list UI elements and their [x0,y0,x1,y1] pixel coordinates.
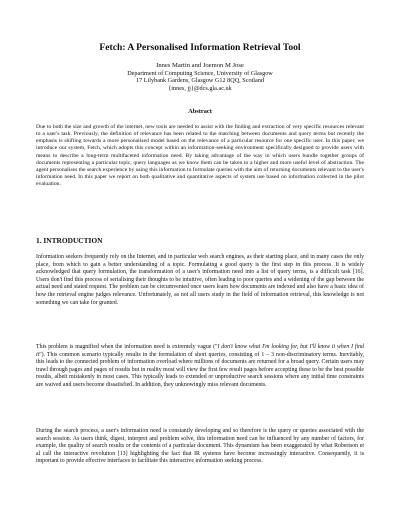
section-heading-introduction: 1. INTRODUCTION [36,236,103,245]
author-block [0,62,400,92]
paragraph-2-quote: I don't know what I'm looking for, but I'll know it when I find it [36,344,364,358]
abstract-heading: Abstract [188,108,212,115]
affiliation: Department of Computing Science, University of Glasgow [127,69,273,77]
abstract-text: Due to both the size and growth of the internet, new tools are needed to assist with the finding and extraction of very specific resources relevant to a user's task. Previously, the definition of relevance has been related to the matching between documents and query terms but recently the emphasis is shifting towards a more personalised model based on the relevance of a particular resource for one specific user. In this paper, we introduce our system, Fetch, which adopts this concept within an information-seeking environment specifically designed to provide users with means to describe a long-term multifaceted information need. By taking advantage of the way in which users bundle together groups of documents representing a particular topic, query languages as we know them can be taken to a higher and more useful level of abstraction. The agent personalises the search experience by using this information to formulate queries with the aim of returning documents relevant to the user's information need. In this paper we report on both qualitative and quantitative aspects of system use based on information collected in the pilot evaluation. [36,124,364,188]
introduction-paragraph-2 [36,344,364,390]
address: 17 Lilybank Gardens, Glasgow G12 8QQ, Scotland [136,77,264,85]
introduction-paragraph-3: During the search process, a user's information need is constantly developing and so therefore is the query or queries associated with the search session. As users think, digest, interpret and problem solve, this information need can be influenced by any number of factors, for example, the quality of search results or the contents of a particular document. This dynamism has been exaggerated by what Robertson et al call the interactive revolution [13] highlighting the fact that IR systems have become increasingly interactive. Consequently, it is important to provide effective interfaces to facilitate this interactive information seeking process. [36,428,364,465]
introduction-paragraph-1: Information seekers frequently rely on the Internet, and in particular web search engines, as their starting place, and in many cases the only place, from which to gain a better understanding of a topic. Formulating a good query is the first step in this process. It is widely acknowledged that query formulation, the transformation of a user's information need into a list of query terms, is a difficult task [16]. Users don't find this process of serialising their thoughts to be intuitive, often leading to poor queries and a widening of the gap between the actual need and stated request. The problem can be circumvented once users learn how documents are indexed and also have a basic idea of how the retrieval engine judges relevance. Unfortunately, as not all users study in the field of information retrieval, this knowledge is not something we can take for granted. [36,254,364,306]
paragraph-2-text-b: "). This common scenario typically results in the formulation of short queries, consisting of 1 – 3 non-discriminatory terms. Inevitably, this leads to the connected problem of information overload where millions of documents are returned for a broad query. Certain users may trawl through pages and pages of results but in reality most will view the first few result pages before accepting these to be the best possible results, albeit mistakenly in most cases. This typically leads to extended or unproductive search sessions where any initial time constraints are waived and users become dissatisfied. In addition, they unknowingly miss relevant documents. [36,351,364,388]
paper-title: Fetch: A Personalised Information Retrieval Tool [99,42,301,53]
paragraph-2-text-a: This problem is magnified when the information need is extremely vague (" [36,344,218,350]
author-names: Innes Martin and Joemon M Jose [156,62,244,69]
email: {innes, jj}@dcs.gla.ac.uk [168,84,232,92]
